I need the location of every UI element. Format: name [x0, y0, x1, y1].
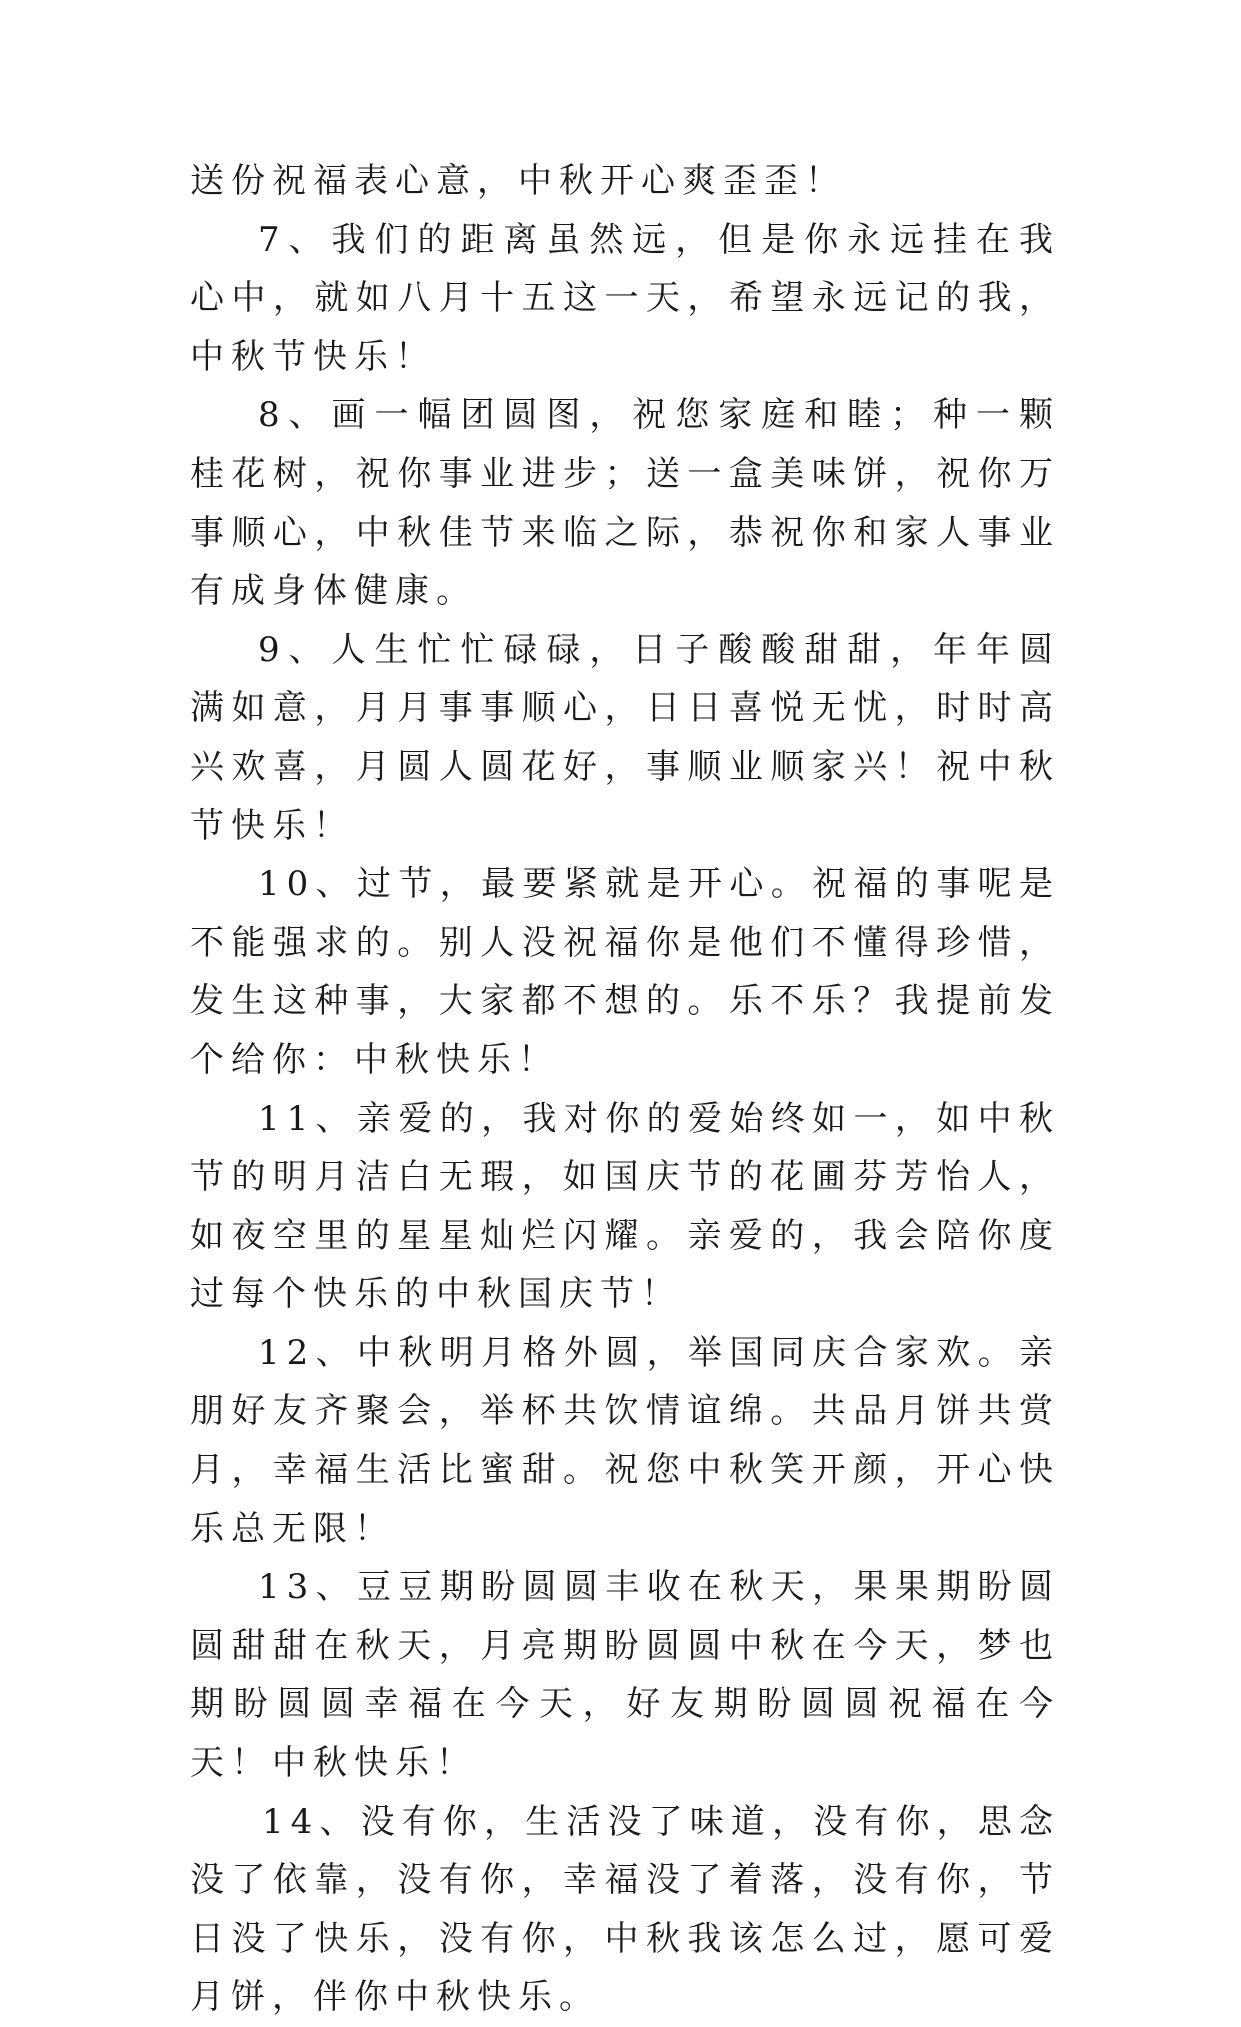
paragraph-13: 13、豆豆期盼圆圆丰收在秋天，果果期盼圆圆甜甜在秋天，月亮期盼圆圆中秋在今天，梦也期盼圆圆幸福在今天，好友期盼圆圆祝福在今天！中秋快乐！: [190, 1567, 1060, 1784]
paragraph-11: 11、亲爱的，我对你的爱始终如一，如中秋节的明月洁白无瑕，如国庆节的花圃芬芳怡人，如夜空里的星星灿烂闪耀。亲爱的，我会陪你度过每个快乐的中秋国庆节！: [190, 1098, 1060, 1315]
paragraph-6-continuation: 送份祝福表心意，中秋开心爽歪歪！: [190, 161, 846, 201]
paragraph-14: 14、没有你，生活没了味道，没有你，思念没了依靠，没有你，幸福没了着落，没有你，节日没了快乐，没有你，中秋我该怎么过，愿可爱月饼，伴你中秋快乐。: [190, 1801, 1060, 2018]
document-body: [190, 152, 1060, 2027]
paragraph-10: 10、过节，最要紧就是开心。祝福的事呢是不能强求的。别人没祝福你是他们不懂得珍惜，发生这种事，大家都不想的。乐不乐？我提前发个给你：中秋快乐！: [190, 864, 1060, 1080]
paragraph-8: 8、画一幅团圆图，祝您家庭和睦；种一颗桂花树，祝你事业进步；送一盒美味饼，祝你万事顺心，中秋佳节来临之际，恭祝你和家人事业有成身体健康。: [190, 395, 1060, 612]
paragraph-9: 9、人生忙忙碌碌，日子酸酸甜甜，年年圆满如意，月月事事顺心，日日喜悦无忧，时时高兴欢喜，月圆人圆花好，事顺业顺家兴！祝中秋节快乐！: [190, 629, 1060, 846]
paragraph-12: 12、中秋明月格外圆，举国同庆合家欢。亲朋好友齐聚会，举杯共饮情谊绵。共品月饼共赏月，幸福生活比蜜甜。祝您中秋笑开颜，开心快乐总无限！: [190, 1332, 1060, 1549]
paragraph-7: 7、我们的距离虽然远，但是你永远挂在我心中，就如八月十五这一天，希望永远记的我，中秋节快乐！: [190, 219, 1060, 377]
